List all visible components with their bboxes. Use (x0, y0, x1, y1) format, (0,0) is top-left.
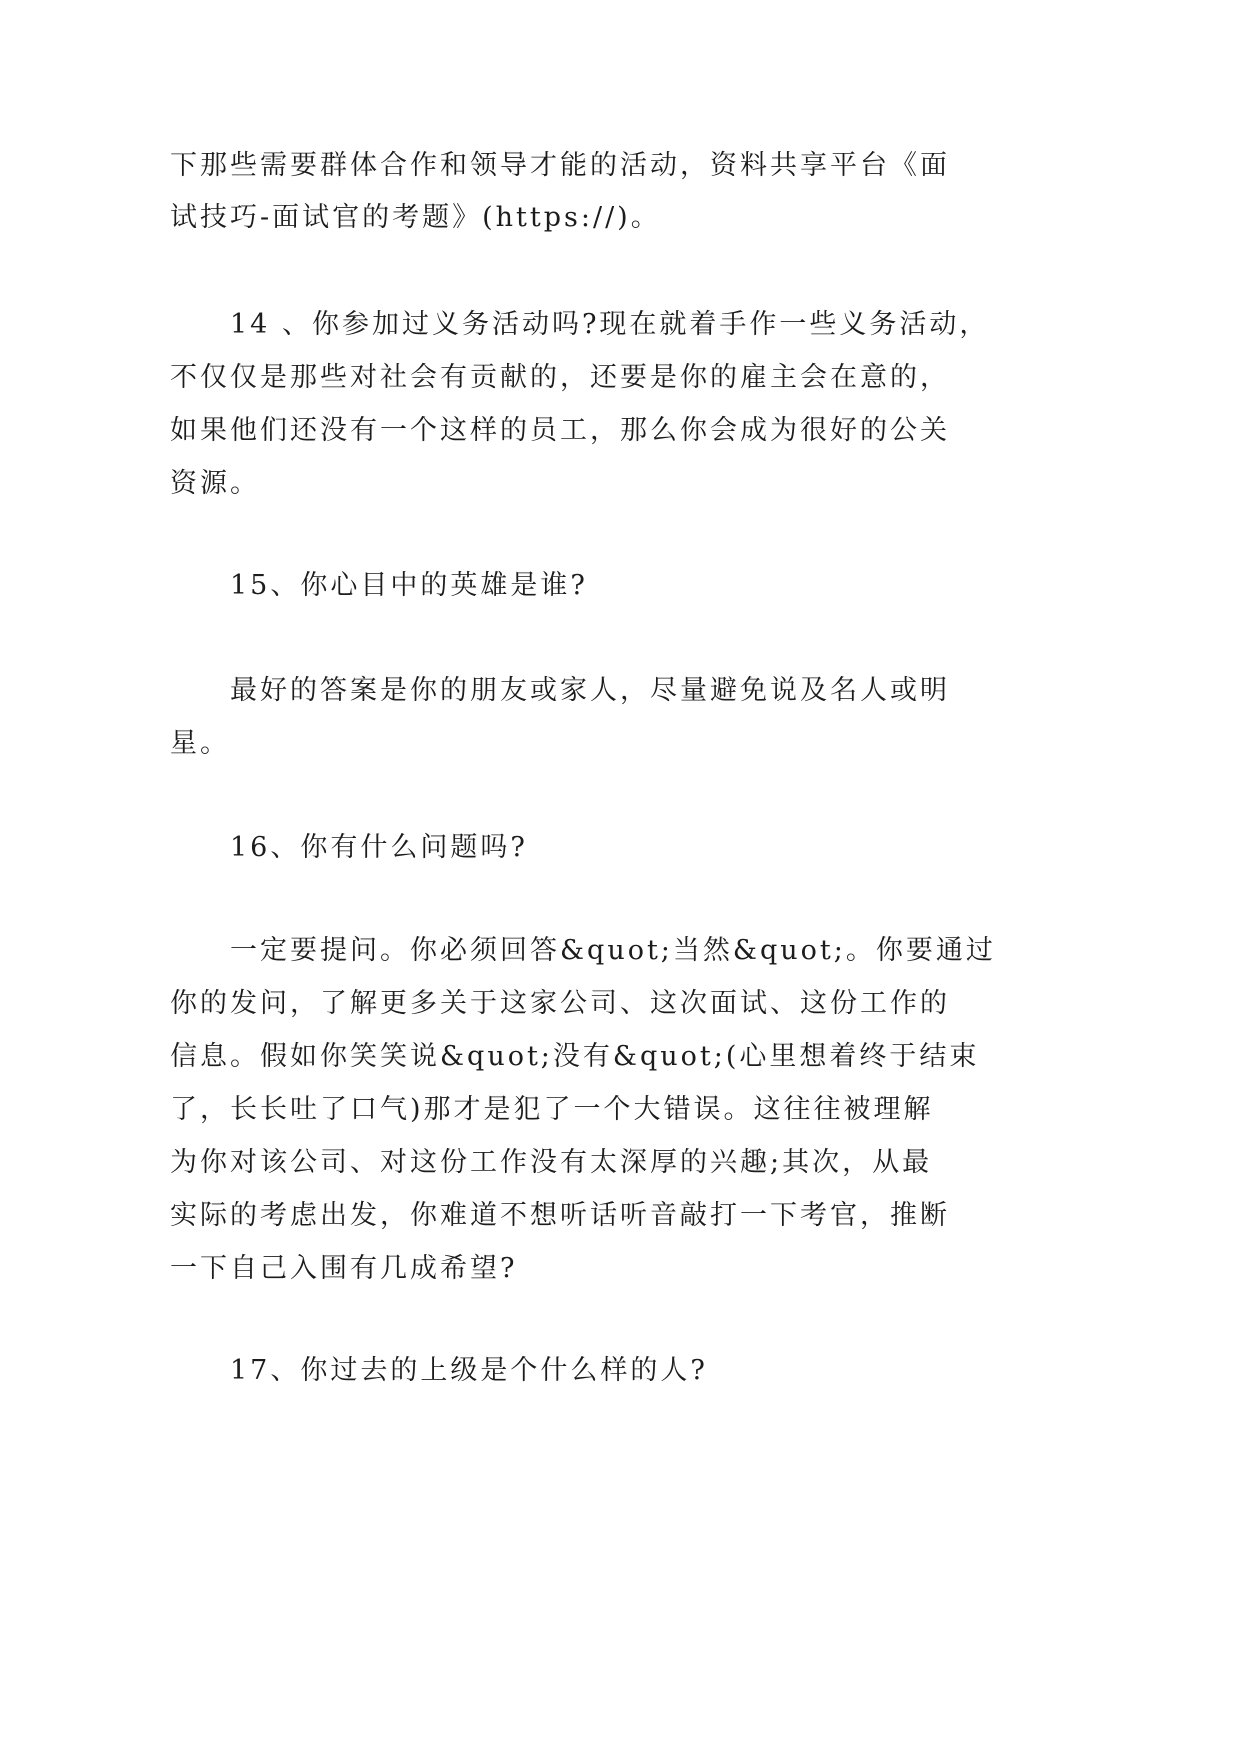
text-line: 你的发问，了解更多关于这家公司、这次面试、这份工作的 (170, 988, 950, 1019)
text-line: 了，长长吐了口气)那才是犯了一个大错误。这往往被理解 (170, 1094, 934, 1125)
text-line: 一定要提问。你必须回答&quot;当然&quot;。你要通过 (230, 935, 996, 966)
text-line: 最好的答案是你的朋友或家人，尽量避免说及名人或明 (230, 675, 950, 706)
question-heading: 15、你心目中的英雄是谁? (230, 570, 588, 601)
text-line: 资源。 (170, 468, 260, 499)
question-heading: 17、你过去的上级是个什么样的人? (230, 1355, 708, 1386)
text-line: 实际的考虑出发，你难道不想听话听音敲打一下考官，推断 (170, 1200, 950, 1231)
text-line: 14 、你参加过义务活动吗?现在就着手作一些义务活动， (230, 309, 990, 340)
question-heading: 16、你有什么问题吗? (230, 832, 528, 863)
text-line: 不仅仅是那些对社会有贡献的，还要是你的雇主会在意的， (170, 362, 950, 393)
text-line: 如果他们还没有一个这样的员工，那么你会成为很好的公关 (170, 415, 950, 446)
text-line: 信息。假如你笑笑说&quot;没有&quot;(心里想着终于结束 (170, 1041, 980, 1072)
text-line: 下那些需要群体合作和领导才能的活动，资料共享平台《面 (170, 150, 950, 181)
text-line: 试技巧-面试官的考题》(https://)。 (170, 202, 661, 233)
text-line: 为你对该公司、对这份工作没有太深厚的兴趣;其次，从最 (170, 1147, 933, 1178)
text-line: 星。 (170, 728, 230, 759)
text-line: 一下自己入围有几成希望? (170, 1253, 518, 1284)
